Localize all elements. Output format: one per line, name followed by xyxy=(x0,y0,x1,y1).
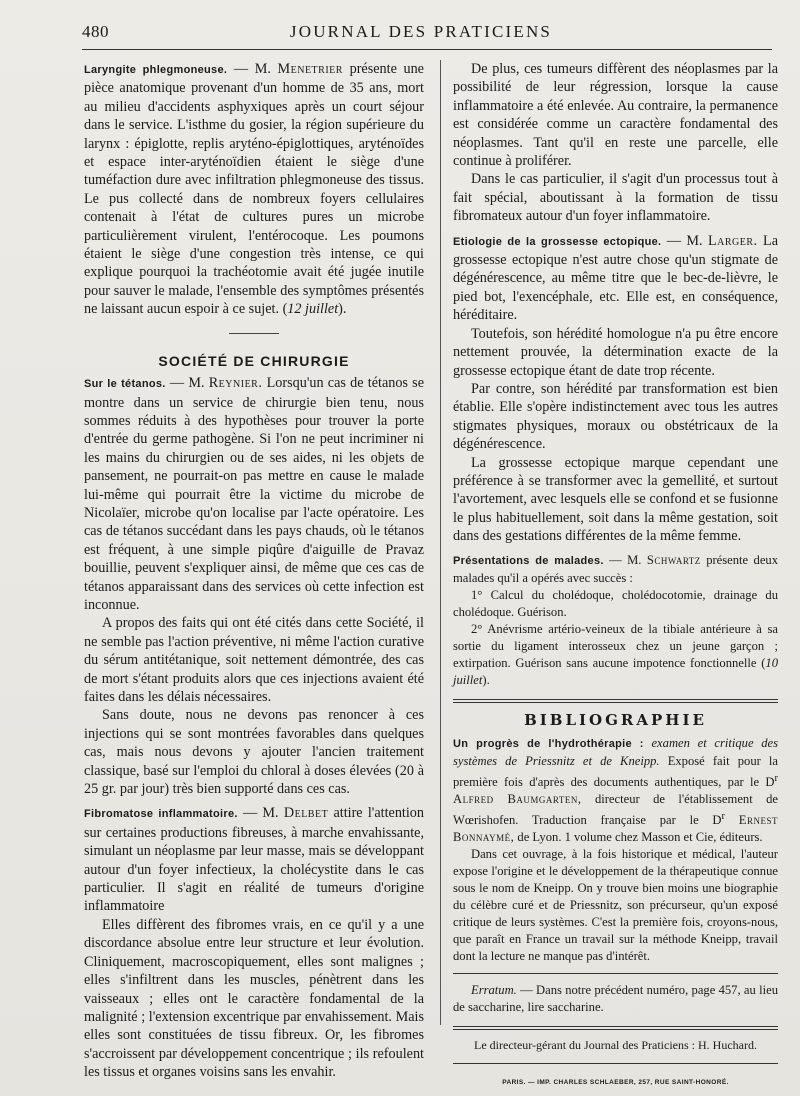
article-lead: Laryngite phlegmoneuse. xyxy=(84,64,228,76)
rule xyxy=(453,973,778,974)
author-name: Ernest Bonnaymé, xyxy=(453,813,778,845)
bibliography-review: Dans cet ouvrage, à la fois historique et médical, l'auteur expose l'origine et le développement de la thérapeutique connue sous le nom de Kneipp. On y trouve bien moins une biographie du célèbre curé et de Priessnitz, son précurseur, qu'un exposé critique de leurs systèmes. C'est la première fois, croyons-nous, que paraît en France un travail sur la méthode Kneipp, travail dont la lecture ne manque pas d'intérêt. xyxy=(453,847,778,964)
list-item: 1° Calcul du cholédoque, cholédocotomie, drainage du cholédoque. Guérison. xyxy=(453,587,778,619)
paragraph: Dans le cas particulier, il s'agit d'un processus tout à fait spécial, aboutissant à la formation de tissu fibromateux autour d'un foyer inflammatoire. xyxy=(453,171,778,225)
author-name: Reynier. xyxy=(208,375,263,392)
column-divider xyxy=(440,60,441,1025)
erratum xyxy=(453,982,778,1016)
paragraph: De plus, ces tumeurs diffèrent des néoplasmes par la possibilité de leur régression, lorsque la cause inflammatoire a été enlevée. Au contraire, la permanence est considérée comme un caractère fondamental des néoplasmes. Tant qu'il en reste une parcelle, elle continue à proliférer. xyxy=(453,61,778,170)
right-column xyxy=(453,60,778,1092)
article-text: présente deux malades qu'il a opérés avec succès : xyxy=(453,552,779,585)
author-name: Larger. xyxy=(708,232,758,249)
list-item-text: 2° Anévrisme artério-veineux de la tibiale antérieure à sa sortie du ligament interosseux chez un jeune garçon ; extirpation. Guérison sans aucune impotence fonctionnelle xyxy=(453,621,778,670)
paragraph: Par contre, son hérédité par transformation est bien établie. Elle s'opère indistinctement avec tous les autres stigmates physiques, moraux ou obstétricaux de la dégénérescence. xyxy=(453,380,778,453)
header-rule xyxy=(82,49,772,50)
paragraph: Sans doute, nous ne devons pas renoncer à ces injections qui se sont montrées favorables dans quelques cas, mais nous devons y ajouter l'ancien traitement classique, basé sur l'emploi du chloral à doses élevées (20 à 25 gr. par jour) très bien supporté dans ces cas. xyxy=(84,707,424,798)
book-subtitle: examen et critique des systèmes de Priessnitz et de Kneipp. xyxy=(453,735,779,768)
author-name: Delbet xyxy=(283,805,329,822)
article-date: 10 juillet xyxy=(453,655,778,687)
article-fibromatose: Fibromatose inflammatoire. — M. Delbet attire l'attention sur certaines productions fibreuses, à marche envahissante, simulant un néoplasme par leur masse, mais se développant autour d'un foyer infectieux, la cholécystite dans le cas particulier. Il s'agit en réalité de tumeurs d'origine inflammatoire xyxy=(84,805,424,915)
article-lead: Présentations de malades. xyxy=(453,554,604,567)
printer-imprint: PARIS. — IMP. CHARLES SCHLAEBER, 257, RUE SAINT-HONORÉ. xyxy=(502,1078,729,1086)
article-lead: Fibromatose inflammatoire. xyxy=(84,808,238,821)
entry-text: Exposé fait pour la première fois d'après des documents authentiques, par le D xyxy=(453,753,778,790)
article-text: présente une pièce anatomique provenant d'un homme de 35 ans, mort au milieu d'accidents asphyxiques après un court séjour dans le service. L'isthme du gosier, la région supérieure du larynx : épiglotte, replis aryténo-épiglottiques, aryténoïdes et espace inter-aryténoïdien étaient le siège d'une tuméfaction dure avec infiltration phlegmoneuse des tissus. Le pus collecté dans de nombreux foyers cellulaires contenait à l'état de cultures pures un microbe particulièrement virulent, l'entérocoque. Les poumons étaient le siège d'une congestion très intense, ce qui explique pourquoi la trachéotomie avait été jugée inutile pour sauver le malade, l'ensemble des symptômes présentés ne laissant aucun espoir à ce sujet. xyxy=(84,61,424,318)
article-tetanos: Sur le tétanos. — M. Reynier. Lorsqu'un cas de tétanos se montre dans un service de chirurgie bien tenu, nous sommes réduits à des hypothèses pour trouver la porte d'entrée du germe pathogène. Si l'on ne peut incriminer ni les mains du chirurgien ou de ses aides, ni les objets de pansement, ne pourrait-on pas mettre en cause le malade lui-même qui pourrait être la victime du microbe de Nicolaïer, microbe qu'on localise par l'acte opératoire. Les cas de tétanos succédant dans les pays chauds, où le tétanos est fréquent, à une simple piqûre d'aiguille de Pravaz bouillie, peuvent s'expliquer ainsi, de même que ces cas de tétanos apparaissant dans des services où cette infection est inconnue. xyxy=(84,375,424,613)
article-text: La grossesse ectopique n'est autre chose qu'un stigmate de dégénérescence, au même titre que le bec-de-lièvre, le pied bot, l'exencéphale, etc. Elle est, en conséquence, héréditaire. xyxy=(453,232,778,324)
page-header xyxy=(82,20,760,46)
book-title: Un progrès de l'hydrothérapie : xyxy=(453,737,644,750)
paragraph: Elles diffèrent des fibromes vrais, en ce qu'il y a une discordance absolue entre leur structure et leur évolution. Cliniquement, macroscopiquement, elles sont malignes ; elles s'infiltrent dans les muscles, pénètrent dans les vaisseaux ; elles ont le caractère fondamental de la malignité ; l'extension excentrique par envahissement. Mais elles sont constituées de tissu fibreux. Or, les fibromes s'accroissent par développement concentrique ; ils refoulent les tissus et organes voisins sans les envahir. xyxy=(84,916,424,1081)
left-column xyxy=(84,60,424,1082)
article-presentations: Présentations de malades. — M. Schwartz présente deux malades qu'il a opérés avec succès : xyxy=(453,552,779,585)
section-title: SOCIÉTÉ DE CHIRURGIE xyxy=(158,352,350,369)
author-name: Menetrier xyxy=(277,61,343,77)
article-text: attire l'attention sur certaines productions fibreuses, à marche envahissante, simulant un néoplasme par leur masse, mais se développant autour d'un foyer infectieux, la cholécystite dans le cas particulier. Il s'agit en réalité de tumeurs d'origine inflammatoire xyxy=(84,805,424,915)
paragraph: A propos des faits qui ont été cités dans cette Société, il ne semble pas l'action préventive, ni même l'action curative du sérum antitétanique, soit nettement démontrée, des cas de mort s'étant produits alors que ces injections avaient été faites dans les délais nécessaires. xyxy=(84,615,424,705)
entry-text: directeur de l'établissement de Wœrishofen. Traduction française par le D xyxy=(453,792,778,828)
section-separator xyxy=(229,333,279,334)
author-name: Alfred Baumgarten, xyxy=(453,792,582,807)
paragraph: Toutefois, son hérédité homologue n'a pu être encore nettement prouvée, la détermination exacte de la grossesse ectopique étant de date trop récente. xyxy=(453,325,778,379)
footer-double-rule xyxy=(453,1026,778,1030)
editor-signature: Le directeur-gérant du Journal des Praticiens : H. Huchard. xyxy=(474,1038,757,1053)
bibliography-entry: Un progrès de l'hydrothérapie : examen et critique des systèmes de Priessnitz et de Kneipp. Exposé fait pour la première fois d'après des documents authentiques, par le $D^r$ Alfred Baumgarten, directeur de l'établissement de Wœrishofen. Traduction française par le $D^r$ Ernest Bonnaymé, de Lyon. 1 volume chez Masson et Cie, éditeurs. xyxy=(453,735,779,845)
entry-text: de Lyon. 1 volume chez Masson et Cie, éditeurs. xyxy=(517,830,763,845)
rule xyxy=(453,1063,778,1064)
author-name: Schwartz xyxy=(646,552,701,567)
article-lead: Etiologie de la grossesse ectopique. xyxy=(453,235,662,248)
list-item: 2° Anévrisme artério-veineux de la tibiale antérieure à sa sortie du ligament interosseux chez un jeune garçon ; extirpation. Guérison sans aucune impotence fonctionnelle (10 juillet). xyxy=(453,621,778,687)
bibliography-title: BIBLIOGRAPHIE xyxy=(524,710,707,729)
article-text: Lorsqu'un cas de tétanos se montre dans un service de chirurgie bien tenu, nous sommes réduits à des hypothèses pour trouver la porte d'entrée du germe pathogène. Si l'on ne peut incriminer ni les mains du chirurgien ou de ses aides, ni les objets de pansement, ne pourrait-on pas mettre en cause le malade lui-même qui pourrait être la victime du microbe de Nicolaïer, microbe qu'on localise par l'acte opératoire. Les cas de tétanos succédant dans les pays chauds, où le tétanos est fréquent, à une simple piqûre d'aiguille de Pravaz bouillie, peuvent s'expliquer ainsi, de même que ces cas de tétanos apparaissant dans des services où cette infection est inconnue. xyxy=(84,375,424,613)
article-lead: Sur le tétanos. xyxy=(84,378,166,391)
erratum-label: Erratum. xyxy=(471,983,517,998)
paragraph: La grossesse ectopique marque cependant une préférence à se transformer avec la gemellité, et surtout l'avortement, avec lesquels elle se confond et se fusionne le plus habituellement, soit dans la même gestation, soit dans des gestations différentes de la même femme. xyxy=(453,454,778,545)
section-double-rule xyxy=(453,699,778,703)
erratum-text: — Dans notre précédent numéro, page 457, au lieu de saccharine, lire saccharine. xyxy=(453,983,778,1015)
article-laryngite: Laryngite phlegmoneuse. — M. Menetrier présente une pièce anatomique provenant d'un homme de 35 ans, mort au milieu d'accidents asphyxiques après un court séjour dans le service. L'isthme du gosier, la région supérieure du larynx : épiglotte, replis aryténo-épiglottiques, aryténoïdes et espace inter-aryténoïdien étaient le siège d'une tuméfaction dure avec infiltration phlegmoneuse des tissus. Le pus collecté dans de nombreux foyers cellulaires contenait à l'état de cultures pures un microbe particulièrement virulent, l'entérocoque. Les poumons étaient le siège d'une congestion très intense, ce qui explique pourquoi la trachéotomie avait été jugée inutile pour sauver le malade, l'ensemble des symptômes présentés ne laissant aucun espoir à ce sujet. (12 juillet). xyxy=(84,61,424,318)
article-date: 12 juillet xyxy=(287,301,339,318)
article-grossesse-ectopique: Etiologie de la grossesse ectopique. — M. Larger. La grossesse ectopique n'est autre chose qu'un stigmate de dégénérescence, au même titre que le bec-de-lièvre, le pied bot, l'exencéphale, etc. Elle est, en conséquence, héréditaire. xyxy=(453,232,778,324)
running-title: JOURNAL DES PRATICIENS xyxy=(289,22,553,41)
page-number: 480 xyxy=(82,22,109,41)
